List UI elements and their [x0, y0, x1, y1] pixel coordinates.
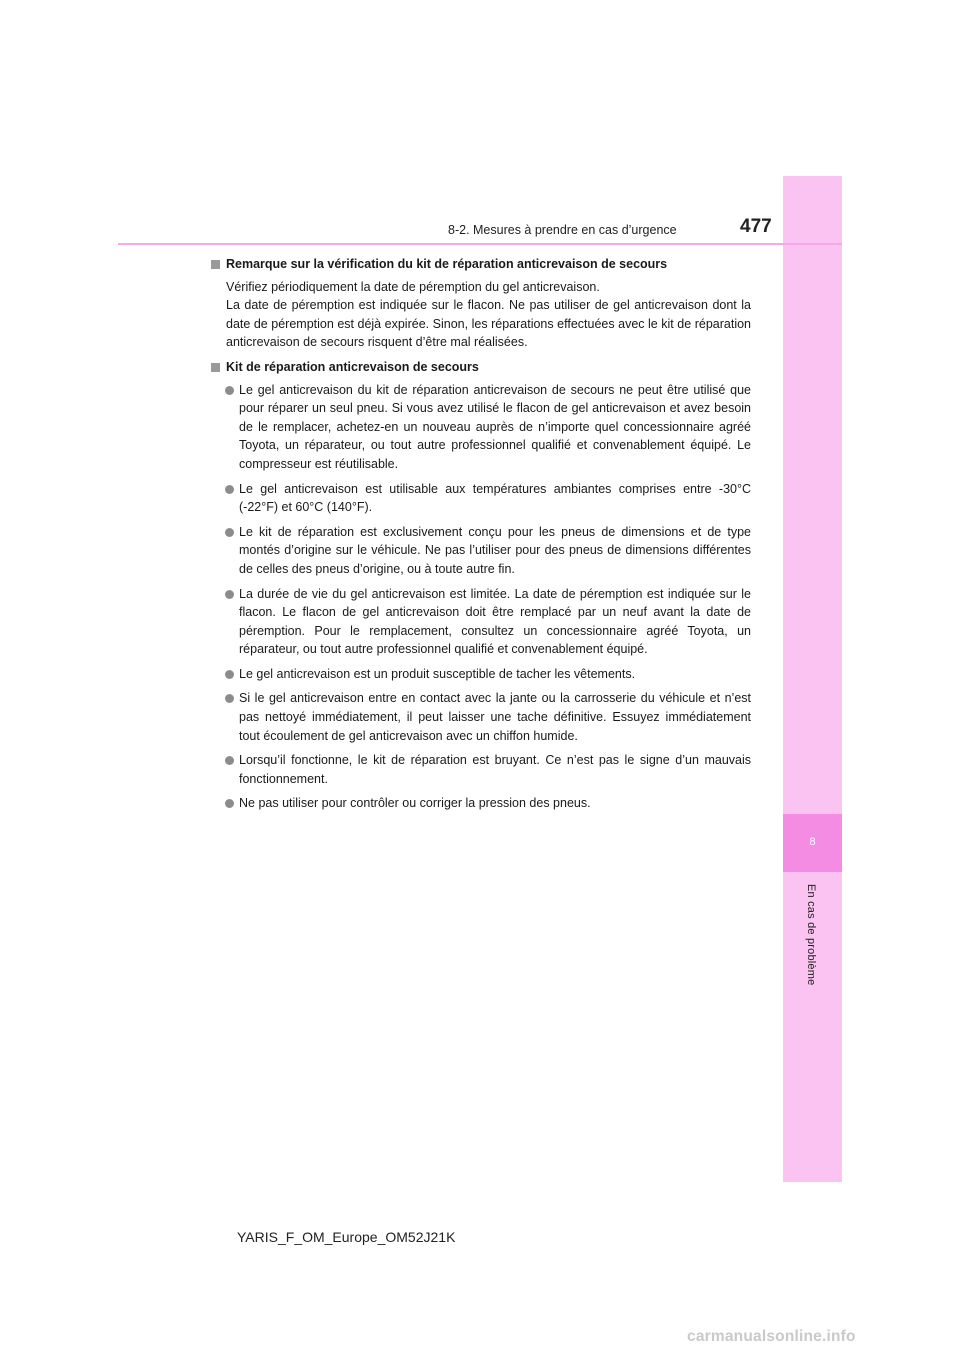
- section-heading: [211, 255, 751, 274]
- paragraph: [211, 278, 751, 352]
- bullet-item: [211, 751, 751, 788]
- chapter-side-tab: [783, 176, 842, 1182]
- circle-bullet-icon: [225, 799, 234, 808]
- circle-bullet-icon: [225, 528, 234, 537]
- square-bullet-icon: [211, 260, 220, 269]
- circle-bullet-icon: [225, 694, 234, 703]
- chapter-number: 8: [809, 836, 816, 848]
- circle-bullet-icon: [225, 485, 234, 494]
- header-divider: [118, 243, 842, 245]
- paragraph-line: Vérifiez périodiquement la date de péremption du gel anticrevaison.: [226, 279, 600, 294]
- bullet-text: Lorsqu’il fonctionne, le kit de réparation est bruyant. Ce n’est pas le signe d’un mauvais fonctionnement.: [239, 753, 751, 786]
- chapter-number-box: [783, 814, 842, 872]
- page-number: 477: [740, 216, 772, 237]
- circle-bullet-icon: [225, 386, 234, 395]
- bullet-text: Le kit de réparation est exclusivement conçu pour les pneus de dimensions et de type montés d’origine sur le véhicule. Ne pas l’utiliser pour des pneus de dimensions différentes de celles des pneus d’origine, ou à toute autre fin.: [239, 524, 751, 576]
- square-bullet-icon: [211, 363, 220, 372]
- heading-text: Remarque sur la vérification du kit de réparation anticrevaison de secours: [226, 257, 668, 271]
- bullet-item: [211, 665, 751, 684]
- bullet-text: La durée de vie du gel anticrevaison est limitée. La date de péremption est indiquée sur le flacon. Le flacon de gel anticrevaison doit être remplacé par un neuf avant la date de péremption. Pour le remplacement, consultez un concessionnaire agréé Toyota, un réparateur, ou tout autre professionnel qualifié et convenablement équipé.: [239, 586, 751, 657]
- bullet-text: Le gel anticrevaison du kit de réparation anticrevaison de secours ne peut être utilisé que pour réparer un seul pneu. Si vous avez utilisé le flacon de gel anticrevaison et avez besoin de le remplacer, achetez-en un nouveau auprès de n’importe quel concessionnaire agréé Toyota, un réparateur, ou tout autre professionnel qualifié et convenablement équipé. Le compresseur est réutilisable.: [239, 382, 751, 471]
- bullet-item: [211, 794, 751, 813]
- bullet-list: [211, 381, 751, 813]
- paragraph-line: La date de péremption est indiquée sur le flacon. Ne pas utiliser de gel anticrevaison dont la date de péremption est déjà expirée. Sinon, les réparations effectuées avec le kit de réparation anticrevaison de secours risquent d’être mal réalisées.: [226, 298, 751, 350]
- document-id: YARIS_F_OM_Europe_OM52J21K: [237, 1229, 456, 1245]
- bullet-item: [211, 689, 751, 745]
- bullet-text: Le gel anticrevaison est un produit susceptible de tacher les vêtements.: [239, 666, 636, 681]
- bullet-text: Ne pas utiliser pour contrôler ou corriger la pression des pneus.: [239, 796, 591, 811]
- page-content: [211, 255, 751, 819]
- circle-bullet-icon: [225, 670, 234, 679]
- circle-bullet-icon: [225, 756, 234, 765]
- bullet-item: [211, 480, 751, 517]
- bullet-text: Si le gel anticrevaison entre en contact avec la jante ou la carrosserie du véhicule et n’est pas nettoyé immédiatement, il peut laisser une tache définitive. Essuyez immédiatement tout écoulement de gel anticrevaison avec un chiffon humide.: [239, 691, 751, 743]
- section-heading: [211, 358, 751, 377]
- bullet-item: [211, 381, 751, 474]
- section-title: 8-2. Mesures à prendre en cas d’urgence: [448, 223, 677, 237]
- bullet-item: [211, 585, 751, 659]
- watermark-link[interactable]: carmanualsonline.info: [687, 1328, 856, 1345]
- heading-text: Kit de réparation anticrevaison de secours: [226, 359, 479, 374]
- chapter-title: En cas de problème: [805, 884, 817, 986]
- bullet-item: [211, 523, 751, 579]
- circle-bullet-icon: [225, 590, 234, 599]
- bullet-text: Le gel anticrevaison est utilisable aux températures ambiantes comprises entre -30°C (-22°F) et 60°C (140°F).: [239, 481, 751, 515]
